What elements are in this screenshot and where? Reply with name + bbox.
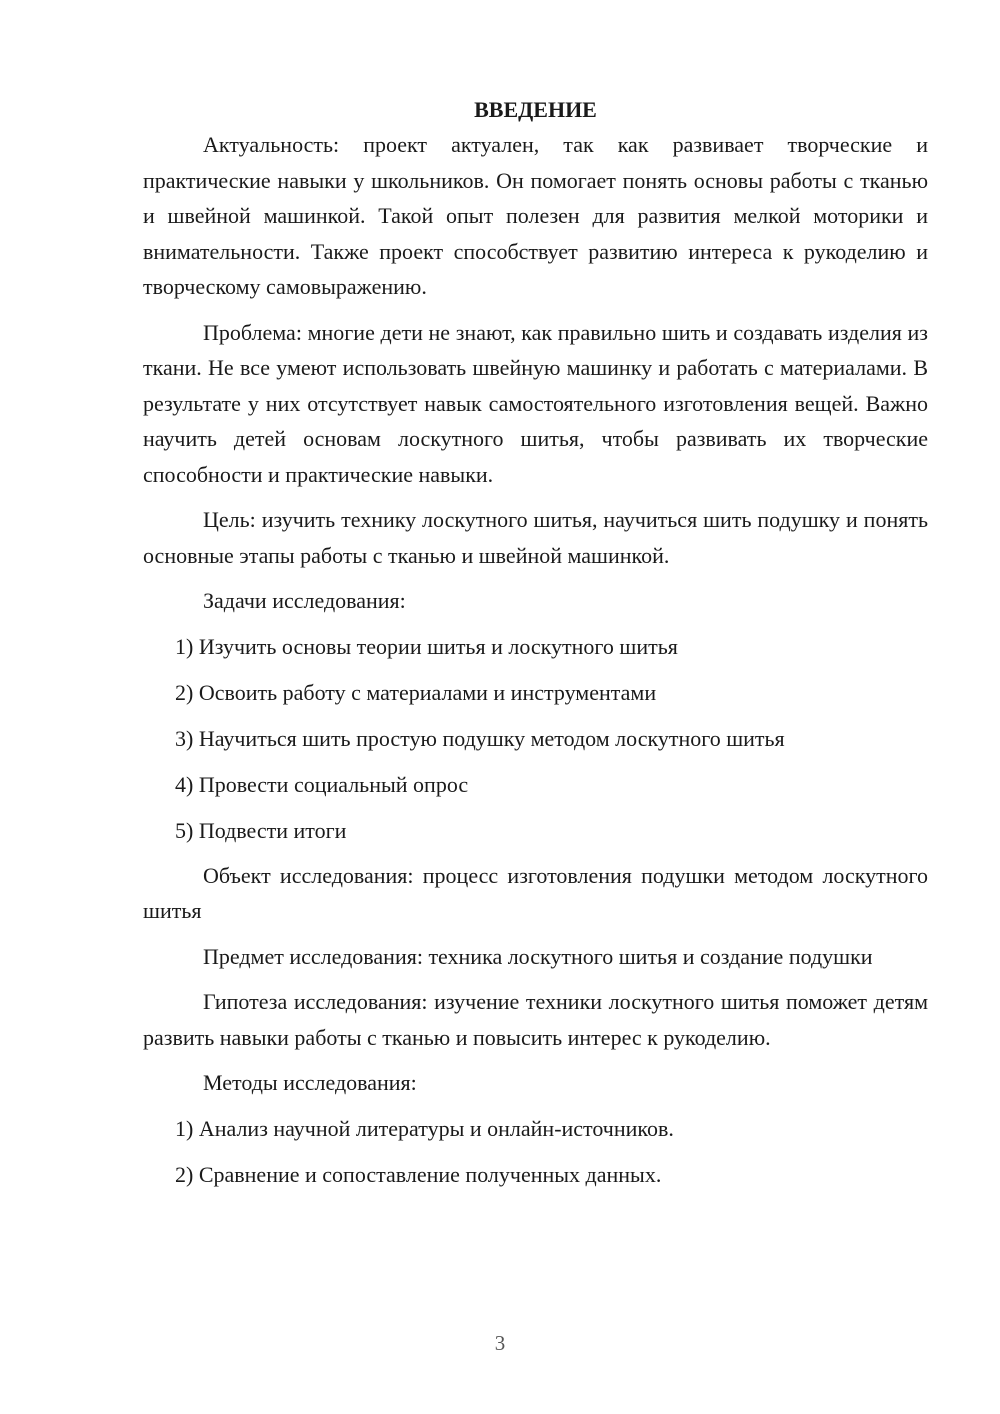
list-item: 4) Провести социальный опрос — [175, 771, 469, 797]
methods-heading: Методы исследования: — [203, 1070, 417, 1095]
page-number: 3 — [494, 1331, 506, 1355]
subject-paragraph: Предмет исследования: техника лоскутного шитья и создание подушки — [203, 943, 873, 969]
page-title: ВВЕДЕНИЕ — [474, 97, 597, 122]
document-page — [143, 92, 928, 1192]
tasks-heading: Задачи исследования: — [203, 588, 406, 613]
object-paragraph: Объект исследования: процесс изготовления подушки методом лоскутного шитья — [143, 862, 928, 923]
hypothesis-paragraph: Гипотеза исследования: изучение техники лоскутного шитья поможет детям развить навыки работы с тканью и повысить интерес к рукоделию. — [143, 989, 928, 1050]
list-item: 2) Освоить работу с материалами и инструментами — [175, 679, 657, 705]
list-item: 5) Подвести итоги — [175, 817, 347, 843]
list-item: 2) Сравнение и сопоставление полученных данных. — [175, 1161, 662, 1187]
list-item: 1) Изучить основы теории шитья и лоскутного шитья — [175, 633, 678, 659]
relevance-paragraph: Актуальность: проект актуален, так как развивает творческие и практические навыки у школьников. Он помогает понять основы работы с тканью и швейной машинкой. Такой опыт полезен для развития мелкой моторики и внимательности. Также проект способствует развитию интереса к рукоделию и творческому самовыражению. — [143, 132, 928, 299]
problem-paragraph: Проблема: многие дети не знают, как правильно шить и создавать изделия из ткани. Не все умеют использовать швейную машинку и работать с материалами. В результате у них отсутствует навык самостоятельного изготовления вещей. Важно научить детей основам лоскутного шитья, чтобы развивать их творческие способности и практические навыки. — [143, 319, 928, 487]
list-item: 1) Анализ научной литературы и онлайн-источников. — [175, 1115, 674, 1141]
list-item: 3) Научиться шить простую подушку методом лоскутного шитья — [175, 725, 785, 751]
methods-list — [143, 1111, 928, 1192]
tasks-list — [143, 629, 928, 848]
goal-paragraph: Цель: изучить технику лоскутного шитья, научиться шить подушку и понять основные этапы работы с тканью и швейной машинкой. — [143, 507, 928, 568]
